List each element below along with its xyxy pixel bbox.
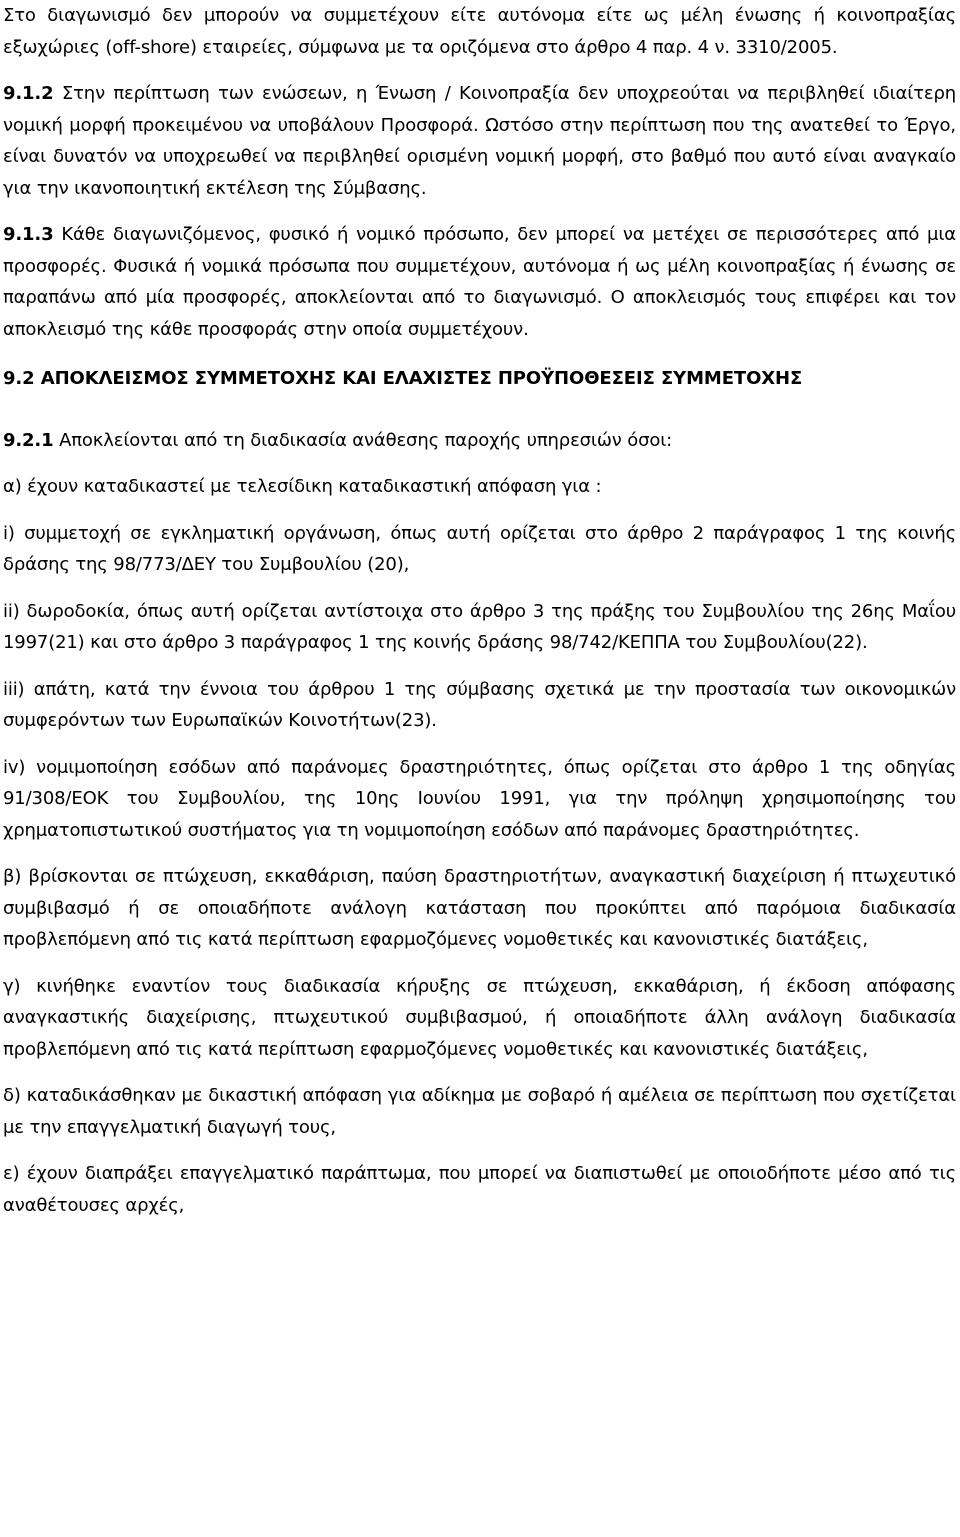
- paragraph-9-1-3: [3, 219, 956, 345]
- paragraph-text: i) συμμετοχή σε εγκληματική οργάνωση, όπως αυτή ορίζεται στο άρθρο 2 παράγραφος 1 της κοινής δράσης της 98/773/ΔΕΥ του Συμβουλίου (20),: [3, 522, 956, 575]
- paragraph-text: Στην περίπτωση των ενώσεων, η Ένωση / Κοινοπραξία δεν υποχρεούται να περιβληθεί ιδιαίτερη νομική μορφή προκειμένου να υποβάλουν Προσφορά. Ωστόσο στην περίπτωση που της ανατεθεί το Έργο, είναι δυνατόν να υποχρεωθεί να περιβληθεί ορισμένη νομική μορφή, στο βαθμό που αυτό είναι αναγκαίο για την ικανοποιητική εκτέλεση της Σύμβασης.: [3, 83, 956, 199]
- paragraph-9-2-1: [3, 425, 956, 457]
- list-item-b: [3, 861, 956, 956]
- list-item-e: [3, 1158, 956, 1221]
- paragraph-text: Στο διαγωνισμό δεν μπορούν να συμμετέχουν είτε αυτόνομα είτε ως μέλη ένωσης ή κοινοπραξίας εξωχώριες (off-shore) εταιρείες, σύμφωνα με τα οριζόμενα στο άρθρο 4 παρ. 4 ν. 3310/2005.: [3, 5, 956, 58]
- paragraph-text: iv) νομιμοποίηση εσόδων από παράνομες δραστηριότητες, όπως ορίζεται στο άρθρο 1 της οδηγίας 91/308/ΕΟΚ του Συμβουλίου, της 10ης Ιουνίου 1991, για την πρόληψη χρησιμοποίησης του χρηματοπιστωτικού συστήματος για τη νομιμοποίηση εσόδων από παράνομες δραστηριότητες.: [3, 756, 956, 841]
- list-item-d: [3, 1080, 956, 1143]
- list-item-c: [3, 971, 956, 1066]
- paragraph-text: iii) απάτη, κατά την έννοια του άρθρου 1 της σύμβασης σχετικά με την προστασία των οικονομικών συμφερόντων των Ευρωπαϊκών Κοινοτήτων(23).: [3, 678, 956, 731]
- section-number: 9.1.2: [3, 83, 54, 104]
- paragraph-text: Κάθε διαγωνιζόμενος, φυσικό ή νομικό πρόσωπο, δεν μπορεί να μετέχει σε περισσότερες από μια προσφορές. Φυσικά ή νομικά πρόσωπα που συμμετέχουν, αυτόνομα ή ως μέλη κοινοπραξίας ή ένωσης σε παραπάνω από μία προσφορές, αποκλείονται από το διαγωνισμό. Ο αποκλεισμός τους επιφέρει και τον αποκλεισμό της κάθε προσφοράς στην οποία συμμετέχουν.: [3, 224, 956, 340]
- paragraph-offshore: [3, 0, 956, 63]
- section-heading-9-2: 9.2 ΑΠΟΚΛΕΙΣΜΟΣ ΣΥΜΜΕΤΟΧΗΣ ΚΑΙ ΕΛΑΧΙΣΤΕΣ ΠΡΟΫΠΟΘΕΣΕΙΣ ΣΥΜΜΕΤΟΧΗΣ: [3, 368, 803, 389]
- paragraph-text: δ) καταδικάσθηκαν με δικαστική απόφαση για αδίκημα με σοβαρό ή αμέλεια σε περίπτωση που σχετίζεται με την επαγγελματική διαγωγή τους,: [3, 1085, 956, 1138]
- paragraph-text: α) έχουν καταδικαστεί με τελεσίδικη καταδικαστική απόφαση για :: [3, 476, 602, 497]
- paragraph-text: ε) έχουν διαπράξει επαγγελματικό παράπτωμα, που μπορεί να διαπιστωθεί με οποιοδήποτε μέσο από τις αναθέτουσες αρχές,: [3, 1163, 956, 1216]
- list-item-a: [3, 471, 956, 503]
- section-number: 9.2.1: [3, 429, 54, 451]
- list-item-i: [3, 518, 956, 581]
- paragraph-text: Αποκλείονται από τη διαδικασία ανάθεσης παροχής υπηρεσιών όσοι:: [53, 429, 673, 451]
- list-item-iii: [3, 674, 956, 737]
- paragraph-text: ii) δωροδοκία, όπως αυτή ορίζεται αντίστοιχα στο άρθρο 3 της πράξης του Συμβουλίου της 26ης Μαΐου 1997(21) και στο άρθρο 3 παράγραφος 1 της κοινής δράσης 98/742/ΚΕΠΠΑ του Συμβουλίου(22).: [3, 600, 956, 653]
- paragraph-text: β) βρίσκονται σε πτώχευση, εκκαθάριση, παύση δραστηριοτήτων, αναγκαστική διαχείριση ή πτωχευτικό συμβιβασμό ή σε οποιαδήποτε ανάλογη κατάσταση που προκύπτει από παρόμοια διαδικασία προβλεπόμενη από τις κατά περίπτωση εφαρμοζόμενες νομοθετικές και κανονιστικές διατάξεις,: [3, 866, 956, 950]
- list-item-ii: [3, 596, 956, 659]
- section-number: 9.1.3: [3, 224, 54, 245]
- list-item-iv: [3, 752, 956, 847]
- paragraph-text: γ) κινήθηκε εναντίον τους διαδικασία κήρυξης σε πτώχευση, εκκαθάριση, ή έκδοση απόφασης αναγκαστικής διαχείρισης, πτωχευτικού συμβιβασμού, ή οποιαδήποτε άλλη ανάλογη διαδικασία προβλεπόμενη από τις κατά περίπτωση εφαρμοζόμενες νομοθετικές και κανονιστικές διατάξεις,: [3, 975, 956, 1060]
- paragraph-9-1-2: [3, 78, 956, 204]
